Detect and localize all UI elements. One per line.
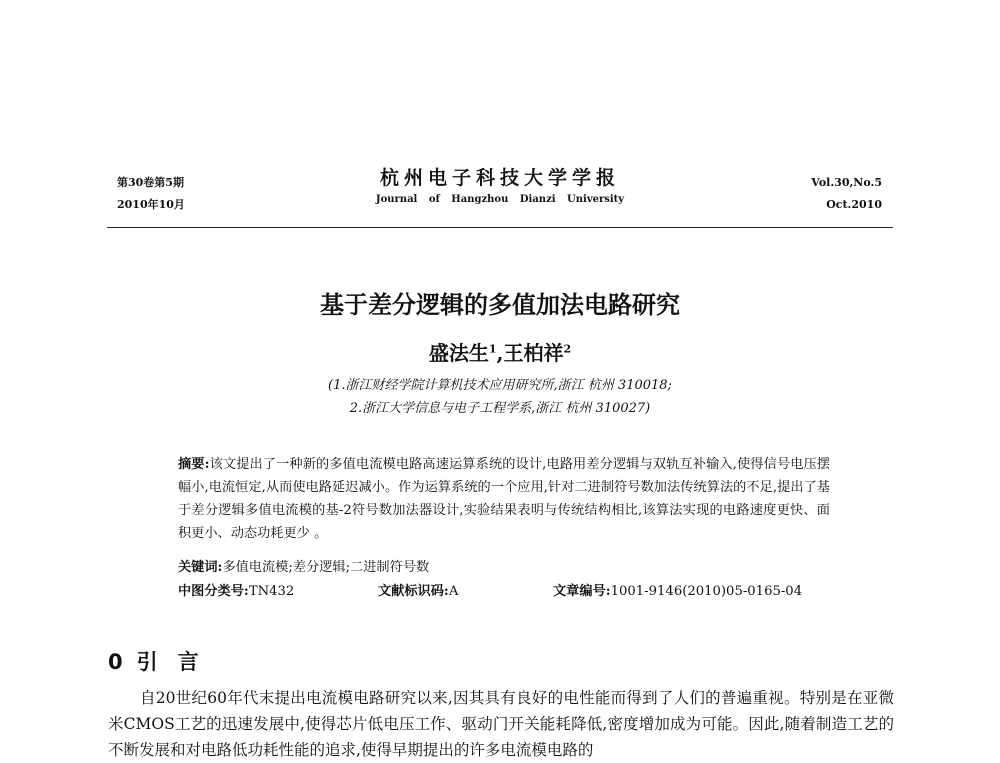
author-name: 王柏祥: [503, 341, 564, 365]
journal-title-english: Journal of Hangzhou Dianzi University: [375, 194, 625, 205]
clc-label: 中图分类号:: [178, 584, 249, 599]
section-heading: [108, 646, 219, 676]
clc-number: [178, 580, 294, 599]
volume-issue-english: Vol.30,No.5: [811, 176, 882, 189]
document-code-label: 文献标识码:: [378, 584, 449, 599]
journal-issue-info-english: [811, 172, 882, 216]
keywords-label: 关键词:: [178, 560, 223, 575]
abstract: [178, 453, 830, 545]
keywords: [178, 556, 429, 575]
article-number-value: 1001-9146(2010)05-0165-04: [610, 584, 803, 599]
document-code: [378, 580, 458, 599]
section-title: 引言: [136, 650, 219, 674]
keywords-text: 多值电流模;差分逻辑;二进制符号数: [222, 560, 430, 575]
author-name: 盛法生: [428, 341, 489, 365]
clc-value: TN432: [248, 584, 295, 599]
abstract-label: 摘要:: [178, 457, 210, 472]
publication-date: 2010年10月: [117, 198, 185, 211]
volume-issue: 第30卷第5期: [117, 176, 184, 189]
author-affiliation-mark: 2: [563, 342, 572, 356]
author-affiliation-mark: 1: [488, 342, 497, 356]
affiliation-line: (1.浙江财经学院计算机技术应用研究所,浙江 杭州 310018;: [328, 378, 672, 393]
author-separator: ,: [496, 341, 504, 365]
body-paragraph: 自20世纪60年代末提出电流模电路研究以来,因其具有良好的电性能而得到了人们的普遍重视。特别是在亚微米CMOS工艺的迅速发展中,使得芯片低电压工作、驱动门开关能耗降低,密度增加成为可能。因此,随着制造工艺的不断发展和对电路低功耗性能的追求,使得早期提出的许多电流模电路的: [108, 689, 894, 759]
journal-issue-info: [117, 172, 185, 216]
affiliation-line: 2.浙江大学信息与电子工程学系,浙江 杭州 310027): [349, 401, 651, 416]
article-number-label: 文章编号:: [553, 584, 611, 599]
abstract-text: 该文提出了一种新的多值电流模电路高速运算系统的设计,电路用差分逻辑与双轨互补输入,使得信号电压摆幅小,电流恒定,从而使电路延迟减小。作为运算系统的一个应用,针对二进制符号数加法传统算法的不足,提出了基于差分逻辑多值电流模的基-2符号数加法器设计,实验结果表明与传统结构相比,该算法实现的电路速度更快、面积更小、动态功耗更少 。: [178, 457, 830, 541]
journal-masthead: [300, 163, 700, 205]
paper-title: 基于差分逻辑的多值加法电路研究: [320, 291, 680, 319]
section-number: 0: [108, 650, 123, 674]
author-line: [0, 337, 1000, 366]
header-divider: [107, 227, 893, 228]
publication-date-english: Oct.2010: [826, 198, 882, 211]
affiliations: [0, 374, 1000, 420]
journal-title: 杭州电子科技大学学报: [379, 167, 620, 189]
article-number: [553, 580, 802, 599]
document-code-value: A: [448, 584, 459, 599]
